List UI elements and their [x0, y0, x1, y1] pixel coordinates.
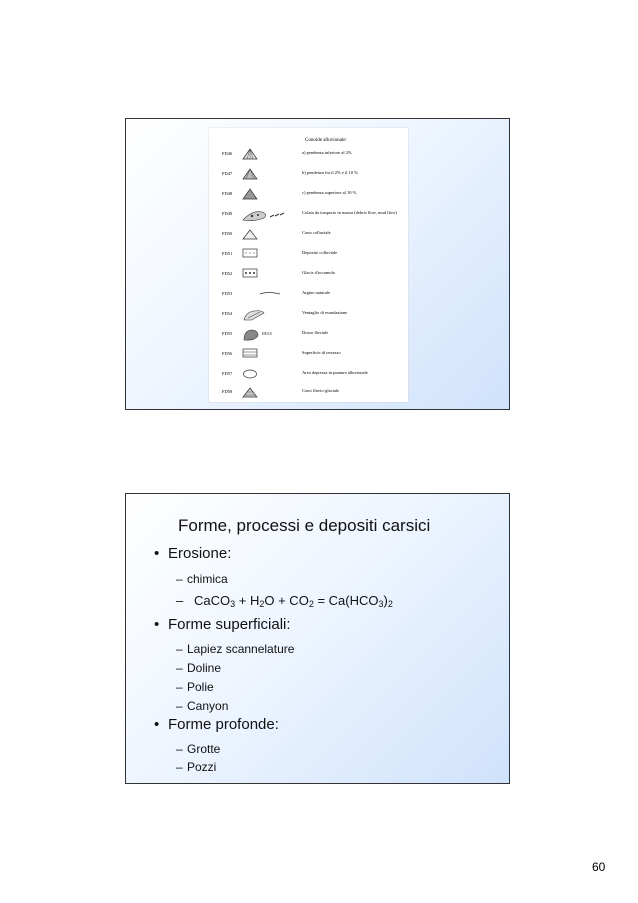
formula-part: O + CO	[264, 593, 309, 608]
formula-part: )	[383, 593, 388, 608]
depressed-area-symbol-icon	[242, 368, 258, 380]
dash-icon: –	[176, 661, 183, 675]
chemical-formula	[176, 593, 393, 609]
formula-part: CaCO	[194, 593, 231, 608]
fluvioglacial-cone-symbol-icon	[242, 386, 258, 398]
legend-code: FD57	[222, 371, 233, 376]
levee-symbol-icon	[242, 288, 282, 298]
legend-code: FD46	[222, 151, 233, 156]
formula-part: = Ca(HCO	[313, 593, 379, 608]
legend-sheet	[209, 128, 408, 402]
bullet-icon: •	[154, 545, 160, 562]
legend-code: FD54	[222, 311, 233, 316]
legend-desc: Cono colluviale	[302, 230, 331, 235]
bullet-text: Erosione:	[168, 545, 232, 562]
legend-desc: c) pendenza superiore al 10 %	[302, 190, 357, 195]
legend-desc: Area depressa in pianura alluvionale	[302, 370, 368, 375]
legend-desc: Glacis d'accumulo	[302, 270, 336, 275]
legend-code: FD51	[222, 251, 233, 256]
sub-item	[176, 661, 221, 675]
formula-subscript: 3	[230, 599, 236, 609]
bullet-text: Forme profonde:	[168, 716, 279, 733]
legend-row	[209, 326, 408, 344]
legend-code: FD50	[222, 231, 233, 236]
legend-row	[209, 206, 408, 224]
legend-row	[209, 346, 408, 364]
bullet-icon: •	[154, 616, 160, 633]
formula-subscript: 2	[387, 599, 393, 609]
sub-item	[176, 642, 294, 656]
fan-symbol-icon	[242, 148, 258, 160]
legend-desc: Superficie di terrazzo	[302, 350, 341, 355]
legend-row	[209, 226, 408, 244]
dash-icon: –	[176, 699, 183, 713]
formula-subscript: 2	[308, 599, 314, 609]
legend-row	[209, 186, 408, 204]
legend-row	[209, 166, 408, 184]
dash-icon: –	[176, 593, 184, 608]
dash-icon: –	[176, 680, 183, 694]
legend-title: Conoide alluvionale:	[305, 138, 347, 143]
legend-code: FD49	[222, 211, 233, 216]
legend-desc: b) pendenza fra il 2% e il 10 %	[302, 170, 358, 175]
dash-icon: –	[176, 572, 183, 586]
legend-desc: a) pendenza inferiore al 2%	[302, 150, 352, 155]
legend-desc: Colata da trasporto in massa (debris flow, mud flow)	[302, 210, 397, 215]
sub-item-text: Canyon	[187, 699, 229, 713]
legend-code: FD47	[222, 171, 233, 176]
sub-item	[176, 572, 228, 586]
legend-desc: Cono fluvio-glaciale	[302, 388, 340, 393]
sub-item	[176, 742, 220, 756]
slide-karst-forms	[125, 493, 510, 784]
legend-row	[209, 246, 408, 264]
bullet-erosione	[154, 545, 231, 562]
legend-code: FD48	[222, 191, 233, 196]
slide-title: Forme, processi e depositi carsici	[178, 516, 431, 535]
bullet-forme-profonde	[154, 716, 279, 733]
legend-desc: Deposito colluviale	[302, 250, 338, 255]
fan-symbol-icon	[242, 188, 258, 200]
colluvial-deposit-symbol-icon	[242, 248, 258, 258]
sub-item-text: Grotte	[187, 742, 221, 756]
legend-code: FD58	[222, 389, 233, 394]
sub-item	[176, 680, 214, 694]
sub-item-text: Doline	[187, 661, 222, 675]
crevasse-splay-symbol-icon	[242, 308, 266, 322]
debris-flow-symbol-icon	[242, 208, 288, 222]
slide-geomorph-legend	[125, 118, 510, 410]
bullet-icon: •	[154, 716, 160, 733]
legend-row	[209, 286, 408, 304]
sub-item-text: chimica	[187, 572, 228, 586]
sub-item-text: Lapiez scannelature	[187, 642, 295, 656]
legend-desc: Argine naturale	[302, 290, 331, 295]
legend-code: FD53	[222, 291, 233, 296]
legend-code: FD55	[222, 331, 233, 336]
legend-row	[209, 146, 408, 164]
formula-part: + H	[235, 593, 260, 608]
dash-icon: –	[176, 760, 183, 774]
page-number: 60	[592, 860, 606, 874]
legend-code: FD56	[222, 351, 233, 356]
formula-subscript: 3	[378, 599, 384, 609]
legend-desc: Dosso fluviale	[302, 330, 329, 335]
legend-row	[209, 306, 408, 324]
legend-row	[209, 384, 408, 402]
fan-symbol-icon	[242, 168, 258, 180]
colluvial-cone-symbol-icon	[242, 228, 258, 240]
formula-subscript: 2	[259, 599, 265, 609]
dash-icon: –	[176, 742, 183, 756]
legend-row	[209, 366, 408, 384]
sub-item-text: Pozzi	[187, 760, 217, 774]
fluvial-ridge-symbol-icon	[242, 328, 260, 342]
dash-icon: –	[176, 642, 183, 656]
sub-item	[176, 760, 216, 774]
legend-desc: Ventaglio di esondazione	[302, 310, 348, 315]
bullet-forme-superficiali	[154, 616, 291, 633]
glacis-symbol-icon	[242, 268, 258, 278]
terrace-symbol-icon	[242, 348, 258, 358]
legend-extra: III115	[262, 331, 272, 336]
sub-item-text: Polie	[187, 680, 214, 694]
bullet-text: Forme superficiali:	[168, 616, 291, 633]
sub-item	[176, 699, 228, 713]
legend-row	[209, 266, 408, 284]
legend-code: FD52	[222, 271, 233, 276]
